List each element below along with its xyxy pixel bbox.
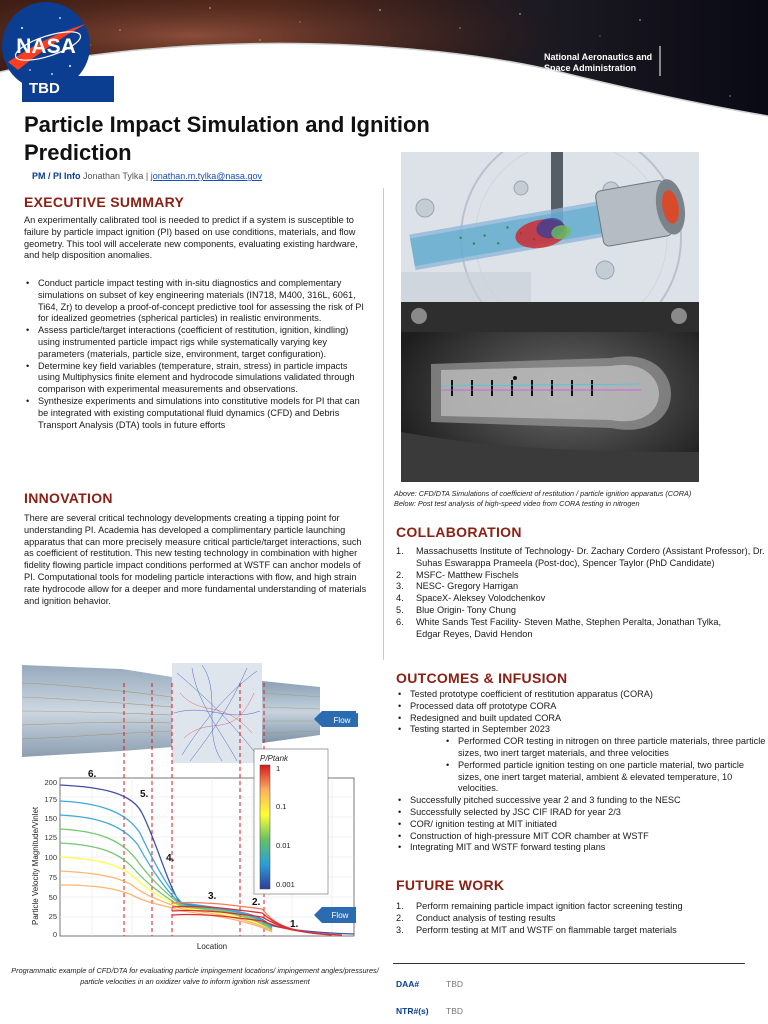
svg-text:3.: 3. [208, 891, 217, 902]
svg-text:175: 175 [44, 795, 57, 804]
svg-text:Flow: Flow [333, 716, 351, 725]
future-work-heading: FUTURE WORK [396, 877, 505, 893]
list-item: • Construction of high-pressure MIT COR chamber at WSTF [396, 831, 766, 843]
flow-arrow-bottom [314, 907, 356, 923]
svg-text:125: 125 [44, 833, 57, 842]
poster-header [0, 0, 768, 118]
collaboration-list [396, 546, 766, 640]
list-item: 1. Massachusetts Institute of Technology- Dr. Zachary Cordero (Assistant Professor), Dr. Suhas Eswarappa Prameela (Post-doc), Spencer Taylor (PhD Candidate) [396, 546, 765, 568]
list-item: • Integrating MIT and WSTF forward testing plans [396, 842, 766, 854]
poster-title: Particle Impact Simulation and Ignition Prediction [24, 112, 430, 165]
pm-info-label: PM / PI Info [32, 171, 81, 181]
list-item: 3. NESC- Gregory Harrigan [396, 581, 519, 592]
y-axis-label: Particle Velocity Magnitude/Vinlet [31, 806, 40, 925]
svg-text:0.001: 0.001 [276, 880, 295, 889]
innovation-text: There are several critical technology developments creating a tipping point for understanding PI. Academia has developed a complimentary particle launching apparatus that can more precisely measure critical particle/target interactions, such as coefficient of restitution. This new testing technology in combination with higher fidelity flowing particle impact conditions performed at WSTF can anchor models of PI. Computational tools for modeling particle interactions with flow, and high strain rate hydrocode allow for a deeper and more fundamental understanding of materials and ignition behavior. [24, 513, 367, 606]
list-item: • Assess particle/target interactions (coefficient of restitution, ignition, kindling) using instrumented particle impact rigs while systematically varying key parameters (materials, particle size, environment, target configuration). [24, 325, 370, 360]
list-item: • Performed particle ignition testing on one particle material, two particle sizes, one inert target material, ambient & elevated temperature, 10 velocities. [396, 760, 766, 795]
svg-text:0.1: 0.1 [276, 802, 287, 811]
future-work-list [396, 901, 766, 936]
svg-text:75: 75 [48, 873, 57, 882]
list-item: • Redesigned and built updated CORA [396, 713, 766, 725]
svg-text:Flow: Flow [331, 911, 349, 920]
list-item: 6. White Sands Test Facility- Steven Mathe, Stephen Peralta, Jonathan Tylka, Edgar Reyes, David Hendon [396, 616, 722, 639]
svg-text:1: 1 [276, 764, 281, 773]
outcomes-list [396, 689, 766, 854]
svg-text:0: 0 [52, 930, 57, 939]
cfd-dta-figure [22, 663, 360, 955]
list-item: • Determine key field variables (temperature, strain, stress) in particle impacts using Multiphysics finite element and hydrocode simulations validated through comparison with experimental measurements and observations. [24, 361, 370, 396]
list-item: 2. MSFC- Matthew Fischels [396, 569, 519, 580]
project-tag: TBD [22, 76, 114, 102]
executive-summary-intro: An experimentally calibrated tool is needed to predict if a system is susceptible to failure by particle impact ignition (PI) based on use conditions, materials, and flow geometry. This tool will accelerate new components, evaluating existing hardware, and help disposition anomalies. [24, 215, 358, 261]
ntr-label: NTR#(s) [396, 1006, 429, 1016]
list-item: • Testing started in September 2023 [396, 724, 766, 736]
cora-caption: Above: CFD/DTA Simulations of coefficient of restitution / particle ignition apparatus (CORA) Below: Post test analysis of high-speed video from CORA testing in nitrogen [394, 489, 692, 508]
x-axis-label: Location [196, 942, 228, 951]
cora-simulation-image [401, 152, 699, 302]
logo-text: NASA [16, 35, 76, 58]
list-item: • Conduct particle impact testing with in-situ diagnostics and complementary simulations on subset of key engineering materials (IN718, M400, 316L, 6061, Ti64, Zr) to develop a proof-of-concept predictive tool for assessing the risk of PI for idealized geometries (spherical particles) in realistic environments. [24, 278, 370, 325]
flow-arrow-top [314, 711, 358, 727]
column-divider [383, 188, 384, 660]
svg-text:1.: 1. [290, 919, 299, 930]
innovation-heading: INNOVATION [24, 490, 113, 506]
footer-divider [393, 963, 745, 964]
daa-label: DAA# [396, 979, 420, 989]
cora-high-speed-video-image [401, 302, 699, 482]
list-item: • Synthesize experiments and simulations into constitutive models for PI that can be integrated with existing computational fluid dynamics (CFD) and Debris Transport Analysis (DTA) tools in future efforts [24, 396, 370, 431]
svg-text:25: 25 [48, 912, 57, 921]
pm-info [32, 171, 262, 181]
list-item: 5. Blue Origin- Tony Chung [396, 604, 516, 615]
svg-text:4.: 4. [166, 853, 175, 864]
header-background [0, 0, 768, 118]
collaboration-heading: COLLABORATION [396, 524, 522, 540]
cfd-dta-caption: Programmatic example of CFD/DTA for evaluating particle impingement locations/ impingement angles/pressures/ particle velocities in an oxidizer valve to inform ignition risk assessment [11, 966, 379, 986]
svg-text:5.: 5. [140, 789, 149, 800]
executive-summary-bullets [24, 278, 370, 431]
ntr-value: TBD [446, 1006, 463, 1016]
list-item: 4. SpaceX- Aleksey Volodchenkov [396, 593, 546, 604]
list-item: • Successfully selected by JSC CIF IRAD for year 2/3 [396, 807, 766, 819]
daa-value: TBD [446, 979, 463, 989]
list-item: • Processed data off prototype CORA [396, 701, 766, 713]
list-item: • Successfully pitched successive year 2 and 3 funding to the NESC [396, 795, 766, 807]
list-item: • Tested prototype coefficient of restitution apparatus (CORA) [396, 689, 766, 701]
svg-text:50: 50 [48, 893, 57, 902]
svg-text:6.: 6. [88, 769, 97, 780]
svg-text:100: 100 [44, 853, 57, 862]
pm-email-link[interactable]: jonathan.m.tylka@nasa.gov [150, 171, 262, 181]
agency-name: National Aeronautics and Space Administration [544, 52, 653, 73]
svg-text:200: 200 [44, 778, 57, 787]
cora-simulation-render [401, 152, 699, 302]
list-item: 3. Perform testing at MIT and WSTF on flammable target materials [396, 924, 677, 935]
svg-text:2.: 2. [252, 897, 261, 908]
high-speed-video-frame [401, 302, 699, 482]
list-item: 1. Perform remaining particle impact ignition factor screening testing [396, 901, 683, 911]
executive-summary-heading: EXECUTIVE SUMMARY [24, 194, 185, 210]
pm-name: Jonathan Tylka | [83, 171, 149, 181]
outcomes-heading: OUTCOMES & INFUSION [396, 670, 568, 686]
colorbar-title: P/Ptank [260, 754, 289, 763]
list-item: 2. Conduct analysis of testing results [396, 912, 556, 923]
svg-text:0.01: 0.01 [276, 841, 291, 850]
svg-text:150: 150 [44, 814, 57, 823]
list-item: • Performed COR testing in nitrogen on three particle materials, three particle sizes, two inert target materials, and three velocities [396, 736, 766, 760]
list-item: • COR/ ignition testing at MIT initiated [396, 819, 766, 831]
cfd-dta-plot [22, 663, 360, 955]
